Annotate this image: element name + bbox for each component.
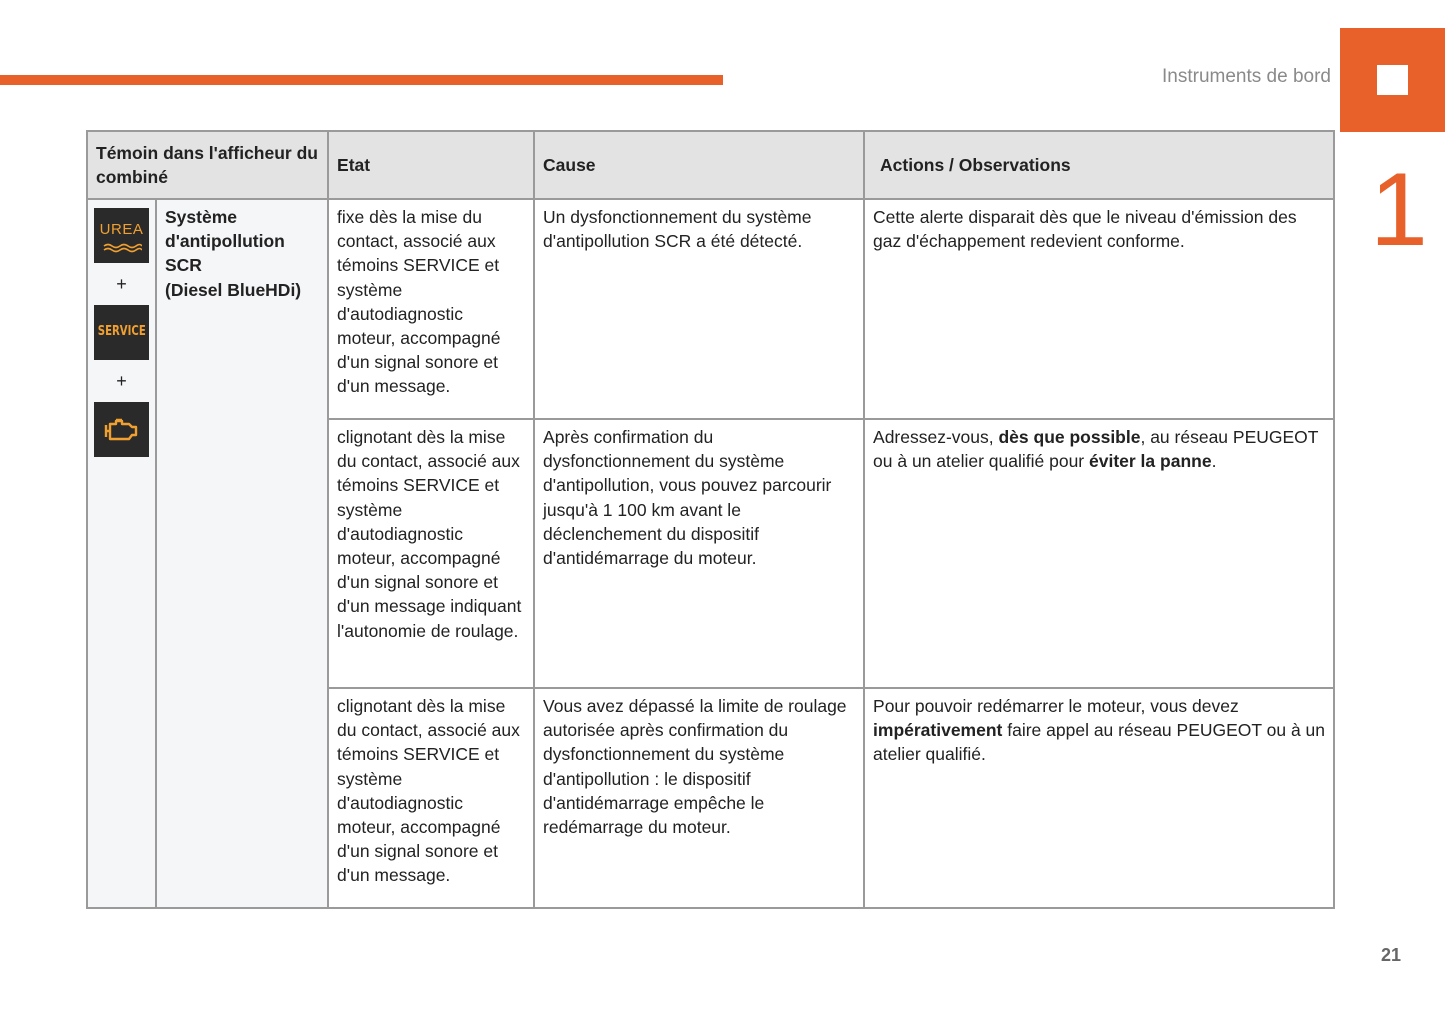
service-warning-icon	[94, 305, 149, 360]
system-line: Système	[165, 207, 237, 227]
urea-warning-icon	[94, 208, 149, 263]
urea-wave-icon	[102, 243, 142, 253]
system-line: SCR	[165, 255, 202, 276]
header-actions: Actions / Observations	[864, 131, 1334, 199]
header-temoin: Témoin dans l'afficheur du combiné	[87, 131, 328, 199]
actions-cell	[864, 419, 1334, 688]
actions-text: Cette alerte disparait dès que le niveau d'émission des gaz d'échappement redevient conforme.	[873, 207, 1297, 252]
actions-text: faire appel au réseau PEUGEOT ou à un atelier qualifié.	[873, 720, 1326, 765]
urea-label: UREA	[99, 221, 144, 239]
warning-lights-table	[86, 130, 1335, 909]
system-cell	[156, 199, 328, 908]
actions-text: Pour pouvoir redémarrer le moteur, vous devez	[873, 696, 1239, 716]
actions-text: Adressez-vous,	[873, 427, 999, 447]
chapter-tab	[1340, 28, 1445, 132]
plus-sign: +	[116, 371, 127, 391]
header-cause: Cause	[534, 131, 864, 199]
cause-cell: Après confirmation du dysfonctionnement du système d'antipollution, vous pouvez parcourir jusqu'à 1 100 km avant le déclenchement du dispositif d'antidémarrage du moteur.	[534, 419, 864, 688]
cause-cell: Un dysfonctionnement du système d'antipollution SCR a été détecté.	[534, 199, 864, 419]
table-row	[87, 199, 1334, 419]
table-header-row	[87, 131, 1334, 199]
actions-cell	[864, 688, 1334, 908]
etat-cell: clignotant dès la mise du contact, associé aux témoins SERVICE et système d'autodiagnostic moteur, accompagné d'un signal sonore et d'un message.	[328, 688, 534, 908]
actions-cell	[864, 199, 1334, 419]
header-etat: Etat	[328, 131, 534, 199]
plus-sign: +	[116, 274, 127, 294]
icons-cell	[87, 199, 156, 908]
actions-bold-text: éviter la panne	[1089, 451, 1212, 472]
system-line: (Diesel BlueHDi)	[165, 279, 302, 300]
header-accent-bar	[0, 75, 723, 85]
chapter-square-icon	[1377, 65, 1408, 95]
actions-text: , au réseau PEUGEOT ou à un atelier qualifié pour	[873, 427, 1319, 472]
page-number: 21	[1381, 945, 1402, 965]
actions-text: .	[1211, 451, 1217, 472]
etat-cell: fixe dès la mise du contact, associé aux témoins SERVICE et système d'autodiagnostic moteur, accompagné d'un signal sonore et d'un message.	[328, 199, 534, 419]
actions-bold-text: dès que possible	[998, 427, 1141, 447]
engine-check-icon	[94, 402, 149, 457]
service-label: SERVICE	[97, 324, 146, 340]
engine-icon	[102, 415, 142, 445]
actions-bold-text: impérativement	[873, 720, 1003, 741]
etat-cell: clignotant dès la mise du contact, associé aux témoins SERVICE et système d'autodiagnostic moteur, accompagné d'un signal sonore et d'un message indiquant l'autonomie de roulage.	[328, 419, 534, 688]
chapter-number: 1	[1370, 152, 1428, 268]
cause-cell: Vous avez dépassé la limite de roulage autorisée après confirmation du dysfonctionnement du système d'antipollution : le dispositif d'antidémarrage empêche le redémarrage du moteur.	[534, 688, 864, 908]
section-title: Instruments de bord	[1162, 66, 1331, 87]
system-line: d'antipollution	[165, 231, 285, 252]
